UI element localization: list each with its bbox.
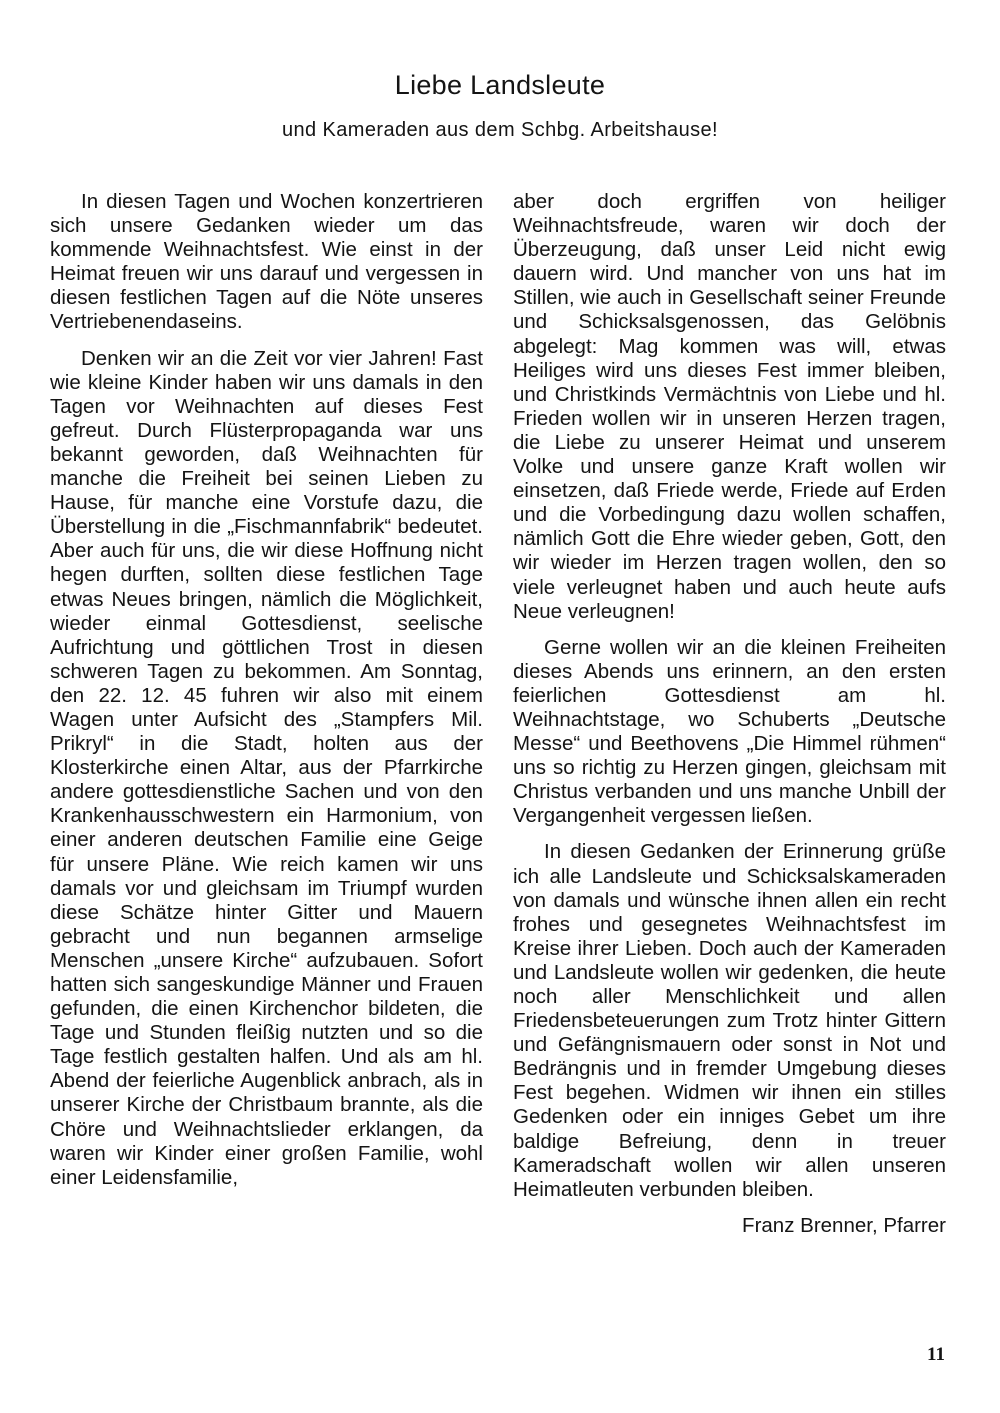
paragraph-freedoms: Gerne wollen wir an die kleinen Freiheiten dieses Abends uns erinnern, an den ersten feierlichen Gottesdienst am hl. Weihnachtstage, wo Schuberts „Deutsche Messe“ und Beethovens „Die Himmel rühmen“ uns so richtig zu Herzen gingen, gleichsam mit Christus verbanden und uns manche Unbill der Vergangenheit vergessen ließen. xyxy=(513,635,946,828)
paragraph-greetings: In diesen Gedanken der Erinnerung grüße ich alle Landsleute und Schicksalskameraden von damals und wünsche ihnen allen ein recht frohes und gesegnetes Weihnachtsfest im Kreise ihrer Lieben. Doch auch der Kameraden und Landsleute wollen wir gedenken, die heute noch aller Menschlichkeit und allen Friedensbeteuerungen zum Trotz hinter Gittern und Gefängnismauern oder sonst in Not und Bedrängnis und in fremder Umgebung dieses Fest begehen. Widmen wir ihnen ein stilles Gedenken oder ein inniges Gebet um ihre baldige Befreiung, denn in treuer Kameradschaft wollen wir allen unseren Heimatleuten verbunden bleiben. xyxy=(513,840,946,1201)
page-title: Liebe Landsleute xyxy=(394,70,606,100)
paragraph-memory: Denken wir an die Zeit vor vier Jahren! Fast wie kleine Kinder haben wir uns damals in den Tagen vor Weihnachten auf dieses Fest gefreut. Durch Flüsterpropaganda war uns bekannt geworden, daß Weihnachten für manche die Freiheit bei seinen Lieben zu Hause, für manche eine Vorstufe dazu, die Überstellung in die „Fischmannfabrik“ bedeutet. Aber auch für uns, die wir diese Hoffnung nicht hegen durften, sollten diese festlichen Tage etwas Neues bringen, nämlich die Möglichkeit, wieder einmal Gottesdienst, seelische Aufrichtung und göttlichen Trost in diesen schweren Tagen zu bekommen. Am Sonntag, den 22. 12. 45 fuhren wir also mit einem Wagen unter Aufsicht des „Stampfers Mil. Prikryl“ in die Stadt, holten aus der Klosterkirche einen Altar, aus der Pfarrkirche andere gottesdienstliche Sachen und von den Krankenhausschwestern ein Harmonium, von einer anderen deutschen Familie eine Geige für unsere Pläne. Wie reich kamen wir uns damals vor und gleichsam im Triumpf wurden diese Schätze hinter Gitter und Mauern gebracht und nun begannen armselige Menschen „unsere Kirche“ aufzubauen. Sofort hatten sich sangeskundige Männer und Frauen gefunden, die einen Kirchenchor bildeten, die Tage und Stunden fleißig nutzten und so die Tage festlich gestalten halfen. Und als am hl. Abend der feierliche Augenblick anbrach, als in unserer Kirche der Christbaum brannte, als die Chöre und Weihnachtslieder erklangen, da waren wir Kinder einer großen Familie, wohl einer Leidensfamilie, xyxy=(50,346,483,1189)
right-column xyxy=(513,190,946,1238)
paragraph-intro: In diesen Tagen und Wochen konzertrieren sich unsere Gedanken wieder um das kommende Weihnachtsfest. Wie einst in der Heimat freuen wir uns darauf und vergessen in diesen festlichen Tagen auf die Nöte unseres Vertriebenendaseins. xyxy=(50,190,483,334)
left-column xyxy=(50,190,483,1202)
paragraph-continuation: aber doch ergriffen von heiliger Weihnachtsfreude, waren wir doch der Überzeugung, daß unser Leid nicht ewig dauern wird. Und mancher von uns hat im Stillen, wie auch in Gesellschaft seiner Freunde und Schicksalsgenossen, das Gelöbnis abgelegt: Mag kommen was will, etwas Heiliges wird uns dieses Fest immer bleiben, und Christkinds Vermächtnis von Liebe und hl. Frieden wollen wir in unseren Herzen tragen, die Liebe zu unserer Heimat und unserem Volke und unsere ganze Kraft wollen wir einsetzen, daß Friede werde, Friede auf Erden und die Vorbedingung dazu wollen schaffen, nämlich Gott die Ehre wieder geben, Gott, den wir wieder im Herzen tragen wollen, den so viele verleugnet haben und auch heute aufs Neue verleugnen! xyxy=(513,190,946,623)
page-number: 11 xyxy=(927,1344,945,1365)
page-subtitle: und Kameraden aus dem Schbg. Arbeitshause! xyxy=(282,119,718,141)
signature: Franz Brenner, Pfarrer xyxy=(742,1213,946,1237)
